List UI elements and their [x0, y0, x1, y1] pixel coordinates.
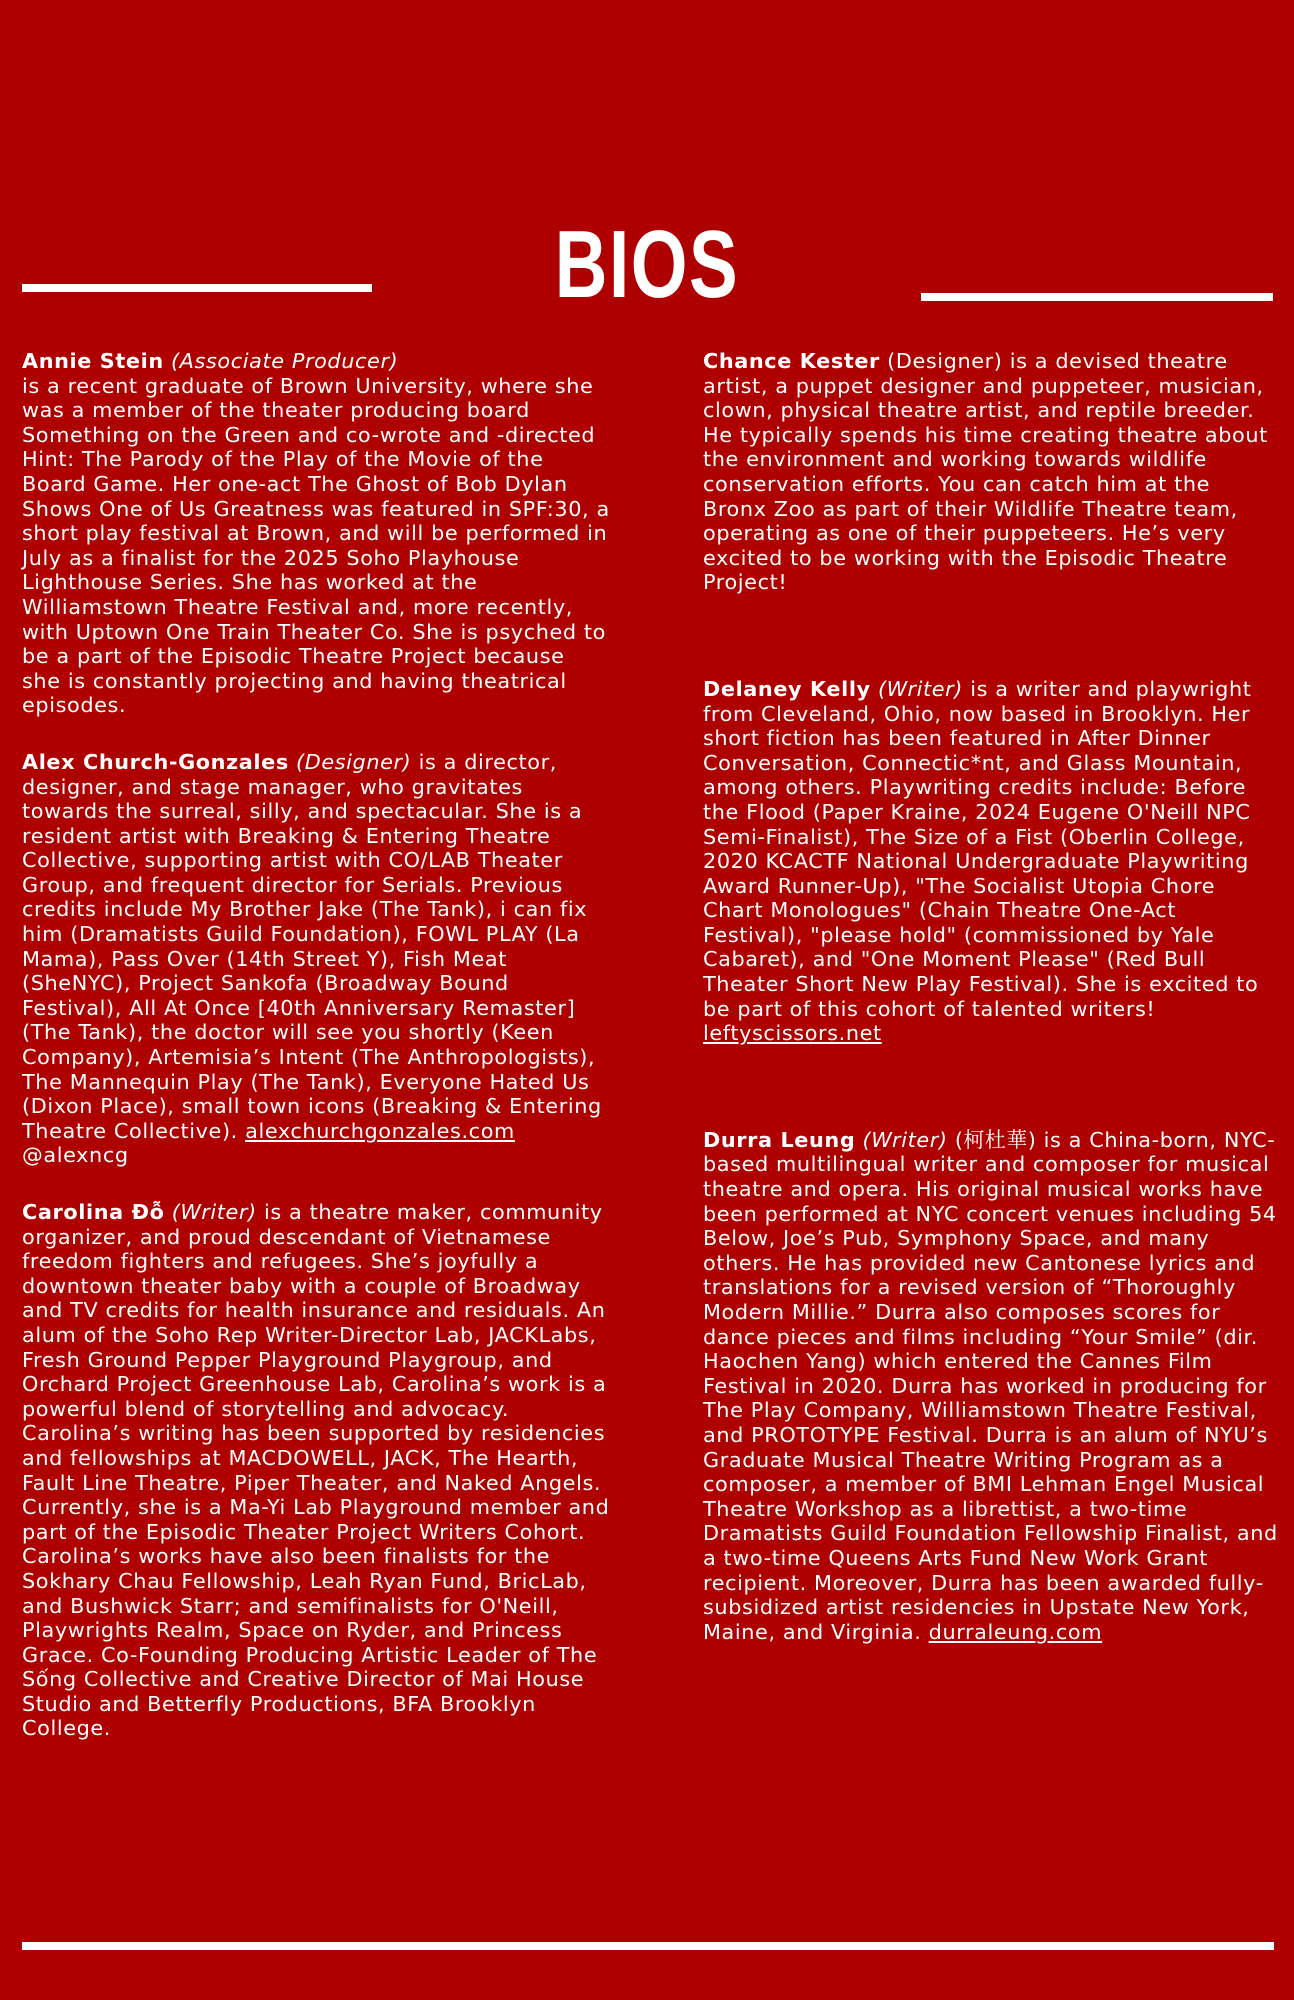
- bios-right-column: [703, 349, 1279, 1644]
- bio-role: (Associate Producer): [170, 349, 399, 373]
- bios-left-column: [22, 349, 610, 1741]
- bio-text: (柯杜華) is a China-born, NYC-based multilingual writer and composer for musical theatre and opera. His original musical works have been performed at NYC concert venues including 54 Below, Joe’s Pub, Symphony Space, and many others. He has provided new Cantonese lyrics and translations for a revised version of “Thoroughly Modern Millie.” Durra also composes scores for dance pieces and films including “Your Smile” (dir. Haochen Yang) which entered the Cannes Film Festival in 2020. Durra has worked in producing for The Play Company, Williamstown Theatre Festival, and PROTOTYPE Festival. Durra is an alum of NYU’s Graduate Musical Theatre Writing Program as a composer, a member of BMI Lehman Engel Musical Theatre Workshop as a librettist, a two-time Dramatists Guild Foundation Fellowship Finalist, and a two-time Queens Arts Fund New Work Grant recipient. Moreover, Durra has been awarded fully-subsidized artist residencies in Upstate New York, Maine, and Virginia.: [703, 1127, 1278, 1644]
- title-rule-right: [921, 293, 1273, 301]
- bio-text: is a director, designer, and stage manager, who gravitates towards the surreal, silly, and spectacular. She is a resident artist with Breaking & Entering Theatre Collective, supporting artist with CO/LAB Theater Group, and frequent director for Serials. Previous credits include My Brother Jake (The Tank), i can fix him (Dramatists Guild Foundation), FOWL PLAY (La Mama), Pass Over (14th Street Y), Fish Meat (SheNYC), Project Sankofa (Broadway Bound Festival), All At Once [40th Anniversary Remaster] (The Tank), the doctor will see you shortly (Keen Company), Artemisia’s Intent (The Anthropologists), The Mannequin Play (The Tank), Everyone Hated Us (Dixon Place), small town icons (Breaking & Entering Theatre Collective).: [22, 749, 602, 1143]
- bio-delaney-kelly: [703, 677, 1279, 1046]
- bio-website-link[interactable]: durraleung.com: [928, 1619, 1103, 1644]
- page-title: BIOS: [554, 211, 740, 318]
- bio-role: (Writer): [862, 1127, 948, 1152]
- bio-text: is a recent graduate of Brown University, where she was a member of the theater producing board Something on the Green and co-wrote and -directed Hint: The Parody of the Play of the Movie of the Board Game. Her one-act The Ghost of Bob Dylan Shows One of Us Greatness was featured in SPF:30, a short play festival at Brown, and will be performed in July as a finalist for the 2025 Soho Playhouse Lighthouse Series. She has worked at the Williamstown Theatre Festival and, more recently, with Uptown One Train Theater Co. She is psyched to be a part of the Episodic Theatre Project because she is constantly projecting and having theatrical episodes.: [22, 373, 610, 718]
- bio-role: (Designer): [296, 749, 412, 774]
- bottom-rule: [22, 1942, 1274, 1950]
- bio-chance-kester: [703, 349, 1279, 595]
- bio-name: Annie Stein: [22, 349, 164, 373]
- bio-text: is a devised theatre artist, a puppet designer and puppeteer, musician, clown, physical theatre artist, and reptile breeder. He typically spends his time creating theatre about the environment and working towards wildlife conservation efforts. You can catch him at the Bronx Zoo as part of their Wildlife Theatre team, operating as one of their puppeteers. He’s very excited to be working with the Episodic Theatre Project!: [703, 349, 1268, 595]
- bio-text: is a theatre maker, community organizer, and proud descendant of Vietnamese freedom fighters and refugees. She’s joyfully a downtown theater baby with a couple of Broadway and TV credits for health insurance and residuals. An alum of the Soho Rep Writer-Director Lab, JACKLabs, Fresh Ground Pepper Playground Playgroup, and Orchard Project Greenhouse Lab, Carolina’s work is a powerful blend of storytelling and advocacy. Carolina’s writing has been supported by residencies and fellowships at MACDOWELL, JACK, The Hearth, Fault Line Theatre, Piper Theater, and Naked Angels. Currently, she is a Ma-Yi Lab Playground member and part of the Episodic Theater Project Writers Cohort. Carolina’s works have also been finalists for the Sokhary Chau Fellowship, Leah Ryan Fund, BricLab, and Bushwick Starr; and semifinalists for O'Neill, Playwrights Realm, Space on Ryder, and Princess Grace. Co-Founding Producing Artistic Leader of The Sống Collective and Creative Director of Mai House Studio and Betterfly Productions, BFA Brooklyn College.: [22, 1200, 610, 1741]
- bio-name: Chance Kester: [703, 349, 880, 373]
- bio-role: (Writer): [171, 1200, 257, 1224]
- bio-alex-church-gonzales: [22, 750, 610, 1168]
- bio-annie-stein: [22, 349, 610, 718]
- bio-name: Delaney Kelly: [703, 676, 871, 701]
- bio-carolina-do: [22, 1200, 610, 1741]
- bio-social-handle: @alexncg: [22, 1143, 129, 1168]
- bio-website-link[interactable]: alexchurchgonzales.com: [245, 1118, 515, 1143]
- bio-website-link[interactable]: leftyscissors.net: [703, 1021, 882, 1046]
- bio-name: Carolina Đỗ: [22, 1200, 165, 1224]
- bio-durra-leung: [703, 1128, 1279, 1644]
- bio-role: (Designer): [887, 349, 1003, 373]
- bio-text: is a writer and playwright from Cleveland, Ohio, now based in Brooklyn. Her short fiction has been featured in After Dinner Conversation, Connectic*nt, and Glass Mountain, among others. Playwriting credits include: Before the Flood (Paper Kraine, 2024 Eugene O'Neill NPC Semi-Finalist), The Size of a Fist (Oberlin College, 2020 KCACTF National Undergraduate Playwriting Award Runner-Up), "The Socialist Utopia Chore Chart Monologues" (Chain Theatre One-Act Festival), "please hold" (commissioned by Yale Cabaret), and "One Moment Please" (Red Bull Theater Short New Play Festival). She is excited to be part of this cohort of talented writers!: [703, 676, 1259, 1021]
- bio-name: Durra Leung: [703, 1127, 856, 1152]
- bio-name: Alex Church-Gonzales: [22, 749, 289, 774]
- bio-role: (Writer): [877, 676, 963, 701]
